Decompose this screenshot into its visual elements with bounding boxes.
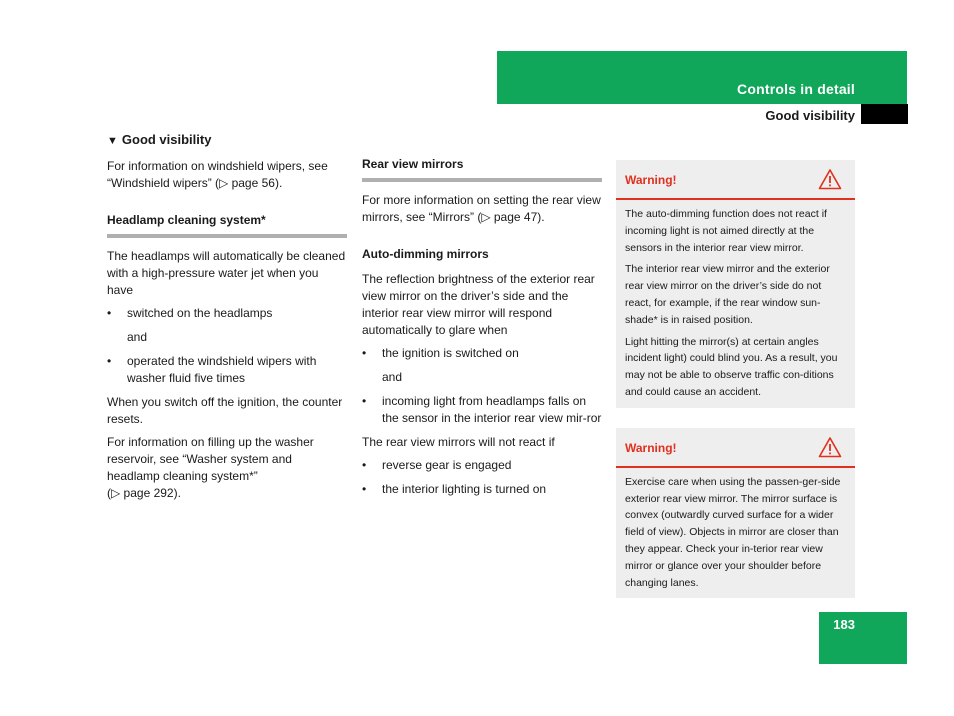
warning-title: Warning! <box>625 440 677 455</box>
list-item: • the interior lighting is turned on <box>362 481 602 498</box>
mirrors-heading: Rear view mirrors <box>362 156 602 182</box>
headlamp-text: The headlamps will automatically be cleaned with a high-pressure water jet when you have <box>107 249 346 297</box>
list-item: • reverse gear is engaged <box>362 457 602 474</box>
and-text: and <box>127 330 148 344</box>
headlamp-heading: Headlamp cleaning system* <box>107 212 347 238</box>
auto-dimming-heading: Auto-dimming mirrors <box>362 247 489 261</box>
warning-triangle-icon <box>818 168 842 190</box>
warning-body <box>616 468 855 599</box>
header-title: Controls in detail <box>737 81 855 97</box>
list-item: • operated the windshield wipers with washer fluid five times <box>107 353 347 387</box>
warning-paragraph: Exercise care when using the passen-ger-side exterior rear view mirror. The mirror surface is convex (outwardly curved surface for a wider field of view). Objects in mirror are closer than they appear. Check your in-terior rear view mirror or glance over your shoulder before changing lanes. <box>625 475 841 589</box>
warning-paragraph: The interior rear view mirror and the exterior rear view mirror on the driver’s side do not react, for example, if the rear window sun-shade* is in raised position. <box>625 263 830 326</box>
auto-dimming-text: The reflection brightness of the exterior rear view mirror on the driver’s side and the interior rear view mirror will respond automatically to glare when <box>362 272 595 337</box>
warning-triangle-icon <box>818 436 842 458</box>
and-text: and <box>382 370 403 384</box>
header-bar <box>497 51 907 104</box>
reset-text: When you switch off the ignition, the counter resets. <box>107 395 343 426</box>
warning-paragraph: The auto-dimming function does not react if incoming light is not aimed directly at the sensors in the interior rear view mirror. <box>625 208 827 254</box>
header-subtitle: Good visibility <box>765 108 855 123</box>
warning-header <box>616 160 855 200</box>
washer-text: For information on filling up the washer reservoir, see “Washer system and headlamp cleaning system*” <box>107 435 314 483</box>
section-tab-marker <box>861 104 908 124</box>
column-left <box>107 131 347 508</box>
list-item: • the ignition is switched on <box>362 345 602 362</box>
warning-paragraph: Light hitting the mirror(s) at certain angles incident light) could blind you. As a result, you may not be able to observe traffic con-ditions and could cause an accident. <box>625 335 838 398</box>
warning-header <box>616 428 855 468</box>
page-number-box <box>819 612 907 664</box>
list-item: • switched on the headlamps <box>107 305 347 322</box>
warning-body <box>616 200 855 408</box>
warning-box <box>616 160 855 408</box>
column-middle <box>362 156 602 505</box>
page-number: 183 <box>833 617 855 632</box>
triangle-down-icon: ▼ <box>107 135 118 147</box>
warning-title: Warning! <box>625 173 677 187</box>
washer-reference: (▷ page 292). <box>107 486 181 500</box>
warning-box <box>616 428 855 599</box>
intro-text: For information on windshield wipers, see “Windshield wipers” (▷ page 56). <box>107 159 328 190</box>
section-title: ▼ Good visibility <box>107 132 212 147</box>
column-right <box>616 160 856 598</box>
not-react-text: The rear view mirrors will not react if <box>362 435 555 449</box>
mirrors-text: For more information on setting the rear view mirrors, see “Mirrors” (▷ page 47). <box>362 193 601 224</box>
list-item: • incoming light from headlamps falls on the sensor in the interior rear view mir-ror <box>362 393 602 427</box>
